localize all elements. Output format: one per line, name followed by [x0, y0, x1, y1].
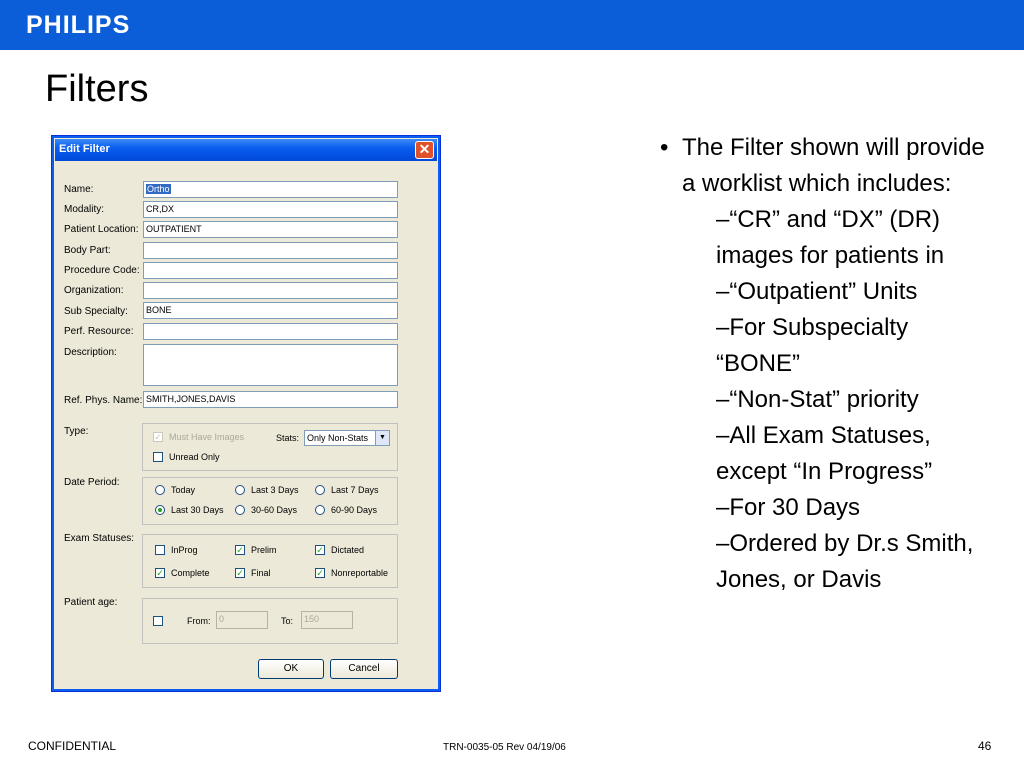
- 60-90-days-label: 60-90 Days: [331, 505, 378, 515]
- from-label: From:: [187, 616, 211, 626]
- age-to-input[interactable]: 150: [301, 611, 353, 629]
- patient-age-checkbox[interactable]: [153, 616, 169, 627]
- ok-button[interactable]: OK: [258, 659, 324, 679]
- footer-confidential: CONFIDENTIAL: [28, 739, 117, 753]
- radio-selected-icon: [155, 505, 165, 515]
- name-value: Ortho: [147, 184, 170, 194]
- unread-only-checkbox[interactable]: [153, 452, 220, 463]
- dialog-titlebar[interactable]: [55, 139, 437, 161]
- radio-icon: [235, 485, 245, 495]
- date-period-label: Date Period:: [64, 477, 120, 488]
- description-label: Description:: [64, 347, 117, 358]
- sub-bullet: –For 30 Days: [716, 494, 861, 521]
- sub-bullet: –Ordered by Dr.s Smith, Jones, or Davis: [716, 530, 974, 593]
- checkbox-icon: [153, 452, 163, 462]
- unread-only-label: Unread Only: [169, 452, 220, 462]
- perf-resource-field[interactable]: [143, 323, 398, 340]
- header-bar: [0, 0, 1024, 50]
- patient-location-label: Patient Location:: [64, 224, 139, 235]
- to-label: To:: [281, 616, 294, 626]
- 30-60-days-label: 30-60 Days: [251, 505, 298, 515]
- modality-label: Modality:: [64, 204, 105, 215]
- body-part-label: Body Part:: [64, 245, 111, 256]
- organization-field[interactable]: [143, 282, 398, 299]
- last-3-days-label: Last 3 Days: [251, 485, 299, 495]
- sub-specialty-field[interactable]: BONE: [143, 302, 398, 319]
- radio-last-7-days[interactable]: [315, 485, 379, 496]
- ref-phys-name-field[interactable]: SMITH,JONES,DAVIS: [143, 391, 398, 408]
- patient-age-label: Patient age:: [64, 597, 118, 608]
- slide-title: Filters: [45, 68, 149, 110]
- sub-specialty-label: Sub Specialty:: [64, 306, 128, 317]
- dictated-checkbox[interactable]: [315, 545, 364, 556]
- checkbox-checked-icon: ✓: [236, 567, 244, 578]
- checkbox-icon: ✓: [154, 431, 162, 442]
- name-field[interactable]: [143, 181, 398, 198]
- sub-bullet: –“Outpatient” Units: [716, 278, 918, 305]
- radio-icon: [315, 505, 325, 515]
- exam-statuses-group: [142, 534, 398, 588]
- bullet-list: [660, 130, 990, 598]
- today-label: Today: [171, 485, 196, 495]
- date-period-group: [142, 477, 398, 525]
- perf-resource-label: Perf. Resource:: [64, 326, 134, 337]
- radio-icon: [315, 485, 325, 495]
- page-number: 46: [978, 739, 992, 753]
- bullet-dot: •: [660, 134, 669, 161]
- main-bullet-text: The Filter shown will provide a worklist which includes:: [682, 134, 985, 197]
- checkbox-checked-icon: ✓: [236, 544, 244, 555]
- philips-logo: PHILIPS: [26, 11, 131, 39]
- radio-icon: [155, 485, 165, 495]
- final-label: Final: [251, 568, 271, 578]
- radio-30-60-days[interactable]: [235, 505, 297, 516]
- cancel-button[interactable]: Cancel: [330, 659, 398, 679]
- must-have-images-checkbox: [153, 432, 244, 443]
- sub-bullet: –All Exam Statuses, except “In Progress”: [716, 422, 933, 485]
- footer-doc-id: TRN-0035-05 Rev 04/19/06: [443, 742, 566, 753]
- checkbox-checked-icon: ✓: [316, 567, 324, 578]
- nonreportable-checkbox[interactable]: [315, 568, 388, 579]
- exam-statuses-label: Exam Statuses:: [64, 533, 135, 544]
- age-from-input[interactable]: 0: [216, 611, 268, 629]
- inprog-checkbox[interactable]: [155, 545, 198, 556]
- edit-filter-dialog: [51, 135, 441, 692]
- type-group: [142, 423, 398, 471]
- stats-dropdown[interactable]: [304, 430, 390, 446]
- dictated-label: Dictated: [331, 545, 365, 555]
- sub-bullet: –“Non-Stat” priority: [716, 386, 919, 413]
- checkbox-checked-icon: ✓: [156, 567, 164, 578]
- name-label: Name:: [64, 184, 94, 195]
- modality-field[interactable]: CR,DX: [143, 201, 398, 218]
- prelim-label: Prelim: [251, 545, 277, 555]
- type-label: Type:: [64, 426, 89, 437]
- must-have-images-label: Must Have Images: [169, 432, 245, 442]
- nonreportable-label: Nonreportable: [331, 568, 389, 578]
- patient-age-group: [142, 598, 398, 644]
- complete-checkbox[interactable]: [155, 568, 210, 579]
- final-checkbox[interactable]: [235, 568, 271, 579]
- radio-60-90-days[interactable]: [315, 505, 377, 516]
- procedure-code-field[interactable]: [143, 262, 398, 279]
- last-7-days-label: Last 7 Days: [331, 485, 379, 495]
- dialog-title: Edit Filter: [59, 143, 110, 155]
- ref-phys-name-label: Ref. Phys. Name:: [64, 395, 143, 406]
- patient-location-field[interactable]: OUTPATIENT: [143, 221, 398, 238]
- close-icon[interactable]: ✕: [415, 141, 434, 159]
- sub-bullet: –For Subspecialty “BONE”: [716, 314, 909, 377]
- complete-label: Complete: [171, 568, 210, 578]
- sub-bullet: –“CR” and “DX” (DR) images for patients in: [716, 206, 945, 269]
- body-part-field[interactable]: [143, 242, 398, 259]
- inprog-label: InProg: [171, 545, 198, 555]
- stats-value: Only Non-Stats: [307, 433, 369, 443]
- radio-today[interactable]: [155, 485, 195, 496]
- radio-last-3-days[interactable]: [235, 485, 299, 496]
- radio-last-30-days[interactable]: [155, 505, 224, 516]
- main-bullet: [660, 130, 990, 202]
- checkbox-icon: [155, 545, 165, 555]
- procedure-code-label: Procedure Code:: [64, 265, 140, 276]
- radio-icon: [235, 505, 245, 515]
- prelim-checkbox[interactable]: [235, 545, 277, 556]
- checkbox-checked-icon: ✓: [316, 544, 324, 555]
- organization-label: Organization:: [64, 285, 124, 296]
- stats-label: Stats:: [276, 433, 300, 443]
- description-field[interactable]: [143, 344, 398, 386]
- checkbox-icon: [153, 616, 163, 626]
- chevron-down-icon[interactable]: ▼: [375, 431, 389, 445]
- last-30-days-label: Last 30 Days: [171, 505, 224, 515]
